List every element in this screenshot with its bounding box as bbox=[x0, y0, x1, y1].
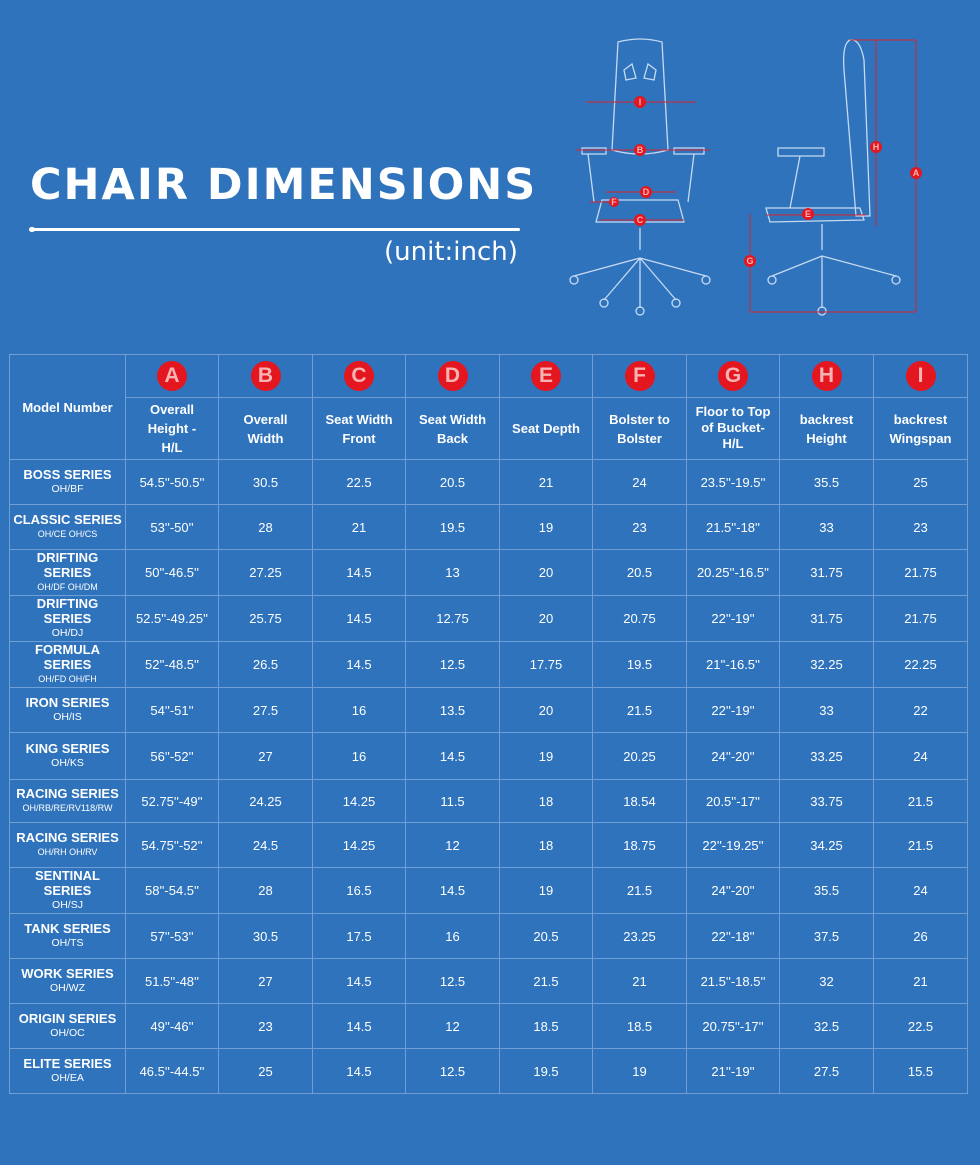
value-cell-g: 20.25''-16.5'' bbox=[687, 550, 780, 596]
model-number-header: Model Number bbox=[10, 355, 126, 460]
value-cell-h: 33.25 bbox=[780, 733, 874, 780]
col-a-header: Overall Height -H/L bbox=[126, 398, 219, 460]
value-cell-f: 18.5 bbox=[593, 1004, 687, 1049]
front-headrest-hole-right bbox=[644, 64, 656, 80]
model-code: OH/DF OH/DM bbox=[37, 582, 98, 592]
series-name: RACING SERIES bbox=[16, 830, 119, 845]
value-cell-a: 50''-46.5'' bbox=[126, 550, 219, 596]
value-cell-b: 27.25 bbox=[219, 550, 313, 596]
value-cell-i: 22.5 bbox=[874, 1004, 968, 1049]
col-f-header: Bolster to Bolster bbox=[593, 398, 687, 460]
value-cell-i: 21 bbox=[874, 959, 968, 1004]
value-cell-g: 24''-20'' bbox=[687, 868, 780, 914]
marker-c-label: C bbox=[636, 215, 644, 225]
side-caster-1 bbox=[768, 276, 776, 284]
value-cell-h: 32 bbox=[780, 959, 874, 1004]
letter-b-badge: B bbox=[251, 361, 281, 391]
value-cell-i: 21.5 bbox=[874, 780, 968, 823]
value-cell-f: 19.5 bbox=[593, 642, 687, 688]
col-c-header: Seat Width Front bbox=[313, 398, 406, 460]
model-cell bbox=[10, 596, 126, 642]
table-body bbox=[10, 460, 968, 1094]
series-name: RACING SERIES bbox=[16, 786, 119, 801]
value-cell-d: 19.5 bbox=[406, 505, 500, 550]
col-h-header: backrest Height bbox=[780, 398, 874, 460]
value-cell-d: 12.5 bbox=[406, 1049, 500, 1094]
col-i-header: backrest Wingspan bbox=[874, 398, 968, 460]
value-cell-i: 23 bbox=[874, 505, 968, 550]
marker-b-label: B bbox=[636, 145, 644, 155]
table-row bbox=[10, 780, 968, 823]
table-row bbox=[10, 460, 968, 505]
value-cell-a: 49''-46'' bbox=[126, 1004, 219, 1049]
value-cell-d: 14.5 bbox=[406, 868, 500, 914]
model-code: OH/FD OH/FH bbox=[38, 674, 97, 684]
front-armrest-left bbox=[582, 148, 606, 202]
value-cell-f: 20.25 bbox=[593, 733, 687, 780]
letter-i-badge: I bbox=[906, 361, 936, 391]
value-cell-c: 16 bbox=[313, 733, 406, 780]
value-cell-c: 16 bbox=[313, 688, 406, 733]
chair-dimension-diagram bbox=[560, 30, 930, 320]
col-a-badge-cell bbox=[126, 355, 219, 398]
value-cell-c: 14.25 bbox=[313, 780, 406, 823]
value-cell-e: 19.5 bbox=[500, 1049, 593, 1094]
marker-g-label: G bbox=[746, 256, 754, 266]
value-cell-c: 14.5 bbox=[313, 1049, 406, 1094]
value-cell-h: 33.75 bbox=[780, 780, 874, 823]
value-cell-a: 54.5''-50.5'' bbox=[126, 460, 219, 505]
value-cell-d: 12.5 bbox=[406, 642, 500, 688]
value-cell-d: 12 bbox=[406, 1004, 500, 1049]
model-code: OH/CE OH/CS bbox=[37, 529, 98, 539]
col-b-header: Overall Width bbox=[219, 398, 313, 460]
col-g-badge-cell bbox=[687, 355, 780, 398]
value-cell-d: 12.5 bbox=[406, 959, 500, 1004]
value-cell-a: 46.5''-44.5'' bbox=[126, 1049, 219, 1094]
model-cell bbox=[10, 642, 126, 688]
side-caster-3 bbox=[818, 307, 826, 315]
value-cell-i: 26 bbox=[874, 914, 968, 959]
value-cell-f: 18.54 bbox=[593, 780, 687, 823]
value-cell-a: 53''-50'' bbox=[126, 505, 219, 550]
model-code: OH/WZ bbox=[50, 982, 85, 994]
value-cell-i: 24 bbox=[874, 733, 968, 780]
col-b-badge-cell bbox=[219, 355, 313, 398]
value-cell-c: 14.5 bbox=[313, 959, 406, 1004]
value-cell-c: 16.5 bbox=[313, 868, 406, 914]
value-cell-e: 18 bbox=[500, 780, 593, 823]
series-name: ELITE SERIES bbox=[23, 1056, 112, 1071]
value-cell-h: 32.5 bbox=[780, 1004, 874, 1049]
table-row bbox=[10, 733, 968, 780]
col-i-badge-cell bbox=[874, 355, 968, 398]
model-code: OH/OC bbox=[50, 1027, 85, 1039]
value-cell-a: 56''-52'' bbox=[126, 733, 219, 780]
col-d-badge-cell bbox=[406, 355, 500, 398]
table-row bbox=[10, 959, 968, 1004]
marker-f-label: F bbox=[611, 197, 617, 207]
model-cell bbox=[10, 868, 126, 914]
value-cell-e: 20 bbox=[500, 596, 593, 642]
value-cell-h: 35.5 bbox=[780, 868, 874, 914]
value-cell-a: 52.5''-49.25'' bbox=[126, 596, 219, 642]
table-row bbox=[10, 642, 968, 688]
value-cell-d: 11.5 bbox=[406, 780, 500, 823]
value-cell-c: 14.5 bbox=[313, 642, 406, 688]
marker-i-label: I bbox=[638, 97, 642, 107]
value-cell-i: 22.25 bbox=[874, 642, 968, 688]
model-code: OH/BF bbox=[51, 483, 84, 495]
value-cell-h: 34.25 bbox=[780, 823, 874, 868]
value-cell-i: 15.5 bbox=[874, 1049, 968, 1094]
value-cell-b: 25.75 bbox=[219, 596, 313, 642]
series-name: TANK SERIES bbox=[24, 921, 111, 936]
table-row bbox=[10, 505, 968, 550]
model-code: OH/SJ bbox=[52, 899, 83, 911]
model-code: OH/KS bbox=[51, 757, 84, 769]
value-cell-b: 23 bbox=[219, 1004, 313, 1049]
table-row bbox=[10, 688, 968, 733]
value-cell-a: 54.75''-52'' bbox=[126, 823, 219, 868]
value-cell-h: 27.5 bbox=[780, 1049, 874, 1094]
value-cell-b: 27 bbox=[219, 733, 313, 780]
value-cell-f: 23 bbox=[593, 505, 687, 550]
model-cell bbox=[10, 823, 126, 868]
value-cell-b: 27 bbox=[219, 959, 313, 1004]
series-name: KING SERIES bbox=[25, 741, 110, 756]
value-cell-f: 20.75 bbox=[593, 596, 687, 642]
series-name: FORMULA SERIES bbox=[35, 642, 100, 672]
col-d-header: Seat Width Back bbox=[406, 398, 500, 460]
value-cell-i: 21.5 bbox=[874, 823, 968, 868]
col-c-badge-cell bbox=[313, 355, 406, 398]
value-cell-a: 58''-54.5'' bbox=[126, 868, 219, 914]
value-cell-h: 31.75 bbox=[780, 550, 874, 596]
value-cell-d: 12 bbox=[406, 823, 500, 868]
front-caster-5 bbox=[636, 307, 644, 315]
value-cell-c: 14.5 bbox=[313, 596, 406, 642]
value-cell-h: 33 bbox=[780, 505, 874, 550]
value-cell-g: 24''-20'' bbox=[687, 733, 780, 780]
value-cell-g: 20.5''-17'' bbox=[687, 780, 780, 823]
value-cell-b: 27.5 bbox=[219, 688, 313, 733]
side-armrest bbox=[778, 148, 824, 208]
series-name: IRON SERIES bbox=[25, 695, 110, 710]
table-row bbox=[10, 868, 968, 914]
series-name: SENTINAL SERIES bbox=[35, 868, 100, 898]
table-row bbox=[10, 1004, 968, 1049]
table-row bbox=[10, 914, 968, 959]
value-cell-i: 25 bbox=[874, 460, 968, 505]
table-row bbox=[10, 596, 968, 642]
value-cell-e: 19 bbox=[500, 868, 593, 914]
col-e-badge-cell bbox=[500, 355, 593, 398]
model-cell bbox=[10, 733, 126, 780]
col-e-header: Seat Depth bbox=[500, 398, 593, 460]
value-cell-b: 28 bbox=[219, 868, 313, 914]
letter-f-badge: F bbox=[625, 361, 655, 391]
column-label-row bbox=[10, 398, 968, 460]
value-cell-g: 21''-16.5'' bbox=[687, 642, 780, 688]
value-cell-b: 30.5 bbox=[219, 460, 313, 505]
value-cell-e: 20 bbox=[500, 550, 593, 596]
value-cell-g: 22''-19.25'' bbox=[687, 823, 780, 868]
value-cell-f: 18.75 bbox=[593, 823, 687, 868]
value-cell-g: 23.5''-19.5'' bbox=[687, 460, 780, 505]
value-cell-b: 24.5 bbox=[219, 823, 313, 868]
value-cell-b: 28 bbox=[219, 505, 313, 550]
front-base bbox=[574, 228, 706, 308]
value-cell-g: 22''-19'' bbox=[687, 688, 780, 733]
value-cell-d: 13.5 bbox=[406, 688, 500, 733]
side-base bbox=[772, 224, 896, 308]
value-cell-e: 20 bbox=[500, 688, 593, 733]
series-name: DRIFTING SERIES bbox=[36, 550, 99, 580]
letter-g-badge: G bbox=[718, 361, 748, 391]
front-caster-3 bbox=[600, 299, 608, 307]
model-code: OH/TS bbox=[51, 937, 84, 949]
value-cell-h: 33 bbox=[780, 688, 874, 733]
model-cell bbox=[10, 914, 126, 959]
value-cell-d: 13 bbox=[406, 550, 500, 596]
value-cell-d: 16 bbox=[406, 914, 500, 959]
value-cell-f: 23.25 bbox=[593, 914, 687, 959]
value-cell-b: 24.25 bbox=[219, 780, 313, 823]
model-cell bbox=[10, 550, 126, 596]
front-caster-2 bbox=[702, 276, 710, 284]
front-armrest-right bbox=[674, 148, 704, 202]
series-name: DRIFTING SERIES bbox=[36, 596, 99, 626]
diagram-markers bbox=[609, 96, 922, 267]
front-caster-1 bbox=[570, 276, 578, 284]
page-title: CHAIR DIMENSIONS bbox=[30, 160, 538, 210]
value-cell-c: 17.5 bbox=[313, 914, 406, 959]
col-f-badge-cell bbox=[593, 355, 687, 398]
value-cell-f: 24 bbox=[593, 460, 687, 505]
value-cell-d: 12.75 bbox=[406, 596, 500, 642]
letter-d-badge: D bbox=[438, 361, 468, 391]
value-cell-c: 14.5 bbox=[313, 1004, 406, 1049]
value-cell-h: 31.75 bbox=[780, 596, 874, 642]
value-cell-f: 21.5 bbox=[593, 868, 687, 914]
front-headrest-hole-left bbox=[624, 64, 636, 80]
table-row bbox=[10, 823, 968, 868]
value-cell-e: 18.5 bbox=[500, 1004, 593, 1049]
model-cell bbox=[10, 959, 126, 1004]
value-cell-d: 20.5 bbox=[406, 460, 500, 505]
series-name: CLASSIC SERIES bbox=[13, 512, 122, 527]
model-cell bbox=[10, 688, 126, 733]
value-cell-b: 25 bbox=[219, 1049, 313, 1094]
model-code: OH/IS bbox=[53, 711, 82, 723]
letter-a-badge: A bbox=[157, 361, 187, 391]
value-cell-c: 14.25 bbox=[313, 823, 406, 868]
marker-e-label: E bbox=[804, 209, 812, 219]
side-backrest-outline bbox=[844, 40, 870, 216]
value-cell-c: 22.5 bbox=[313, 460, 406, 505]
model-code: OH/EA bbox=[51, 1072, 84, 1084]
model-code: OH/RH OH/RV bbox=[37, 847, 98, 857]
title-underline bbox=[32, 228, 520, 231]
value-cell-a: 57''-53'' bbox=[126, 914, 219, 959]
value-cell-a: 52''-48.5'' bbox=[126, 642, 219, 688]
value-cell-a: 54''-51'' bbox=[126, 688, 219, 733]
value-cell-e: 20.5 bbox=[500, 914, 593, 959]
side-caster-2 bbox=[892, 276, 900, 284]
letter-c-badge: C bbox=[344, 361, 374, 391]
value-cell-f: 21.5 bbox=[593, 688, 687, 733]
model-cell bbox=[10, 505, 126, 550]
value-cell-h: 37.5 bbox=[780, 914, 874, 959]
value-cell-g: 22''-19'' bbox=[687, 596, 780, 642]
marker-a-label: A bbox=[912, 168, 920, 178]
marker-d-label: D bbox=[642, 187, 650, 197]
value-cell-a: 52.75''-49'' bbox=[126, 780, 219, 823]
value-cell-d: 14.5 bbox=[406, 733, 500, 780]
value-cell-f: 20.5 bbox=[593, 550, 687, 596]
value-cell-e: 21 bbox=[500, 460, 593, 505]
value-cell-g: 21''-19'' bbox=[687, 1049, 780, 1094]
column-letter-row bbox=[10, 355, 968, 398]
table-row bbox=[10, 550, 968, 596]
dimensions-table bbox=[9, 354, 968, 1094]
col-h-badge-cell bbox=[780, 355, 874, 398]
value-cell-f: 21 bbox=[593, 959, 687, 1004]
value-cell-c: 14.5 bbox=[313, 550, 406, 596]
value-cell-g: 21.5''-18'' bbox=[687, 505, 780, 550]
value-cell-h: 35.5 bbox=[780, 460, 874, 505]
model-cell bbox=[10, 1049, 126, 1094]
value-cell-e: 21.5 bbox=[500, 959, 593, 1004]
table-row bbox=[10, 1049, 968, 1094]
value-cell-a: 51.5''-48'' bbox=[126, 959, 219, 1004]
letter-e-badge: E bbox=[531, 361, 561, 391]
value-cell-b: 26.5 bbox=[219, 642, 313, 688]
value-cell-g: 21.5''-18.5'' bbox=[687, 959, 780, 1004]
model-cell bbox=[10, 780, 126, 823]
value-cell-g: 20.75''-17'' bbox=[687, 1004, 780, 1049]
value-cell-i: 21.75 bbox=[874, 550, 968, 596]
value-cell-h: 32.25 bbox=[780, 642, 874, 688]
value-cell-e: 17.75 bbox=[500, 642, 593, 688]
value-cell-i: 24 bbox=[874, 868, 968, 914]
value-cell-e: 18 bbox=[500, 823, 593, 868]
value-cell-c: 21 bbox=[313, 505, 406, 550]
model-cell bbox=[10, 1004, 126, 1049]
series-name: BOSS SERIES bbox=[23, 467, 112, 482]
value-cell-b: 30.5 bbox=[219, 914, 313, 959]
value-cell-f: 19 bbox=[593, 1049, 687, 1094]
col-g-header: Floor to Top of Bucket- H/L bbox=[687, 398, 780, 460]
value-cell-e: 19 bbox=[500, 733, 593, 780]
marker-h-label: H bbox=[872, 142, 880, 152]
value-cell-i: 21.75 bbox=[874, 596, 968, 642]
letter-h-badge: H bbox=[812, 361, 842, 391]
value-cell-e: 19 bbox=[500, 505, 593, 550]
series-name: WORK SERIES bbox=[21, 966, 114, 981]
model-code: OH/DJ bbox=[51, 627, 84, 639]
front-caster-4 bbox=[672, 299, 680, 307]
value-cell-i: 22 bbox=[874, 688, 968, 733]
series-name: ORIGIN SERIES bbox=[18, 1011, 117, 1026]
unit-label: (unit:inch) bbox=[384, 237, 518, 267]
model-code: OH/RB/RE/RV118/RW bbox=[22, 803, 113, 813]
value-cell-g: 22''-18'' bbox=[687, 914, 780, 959]
model-cell bbox=[10, 460, 126, 505]
